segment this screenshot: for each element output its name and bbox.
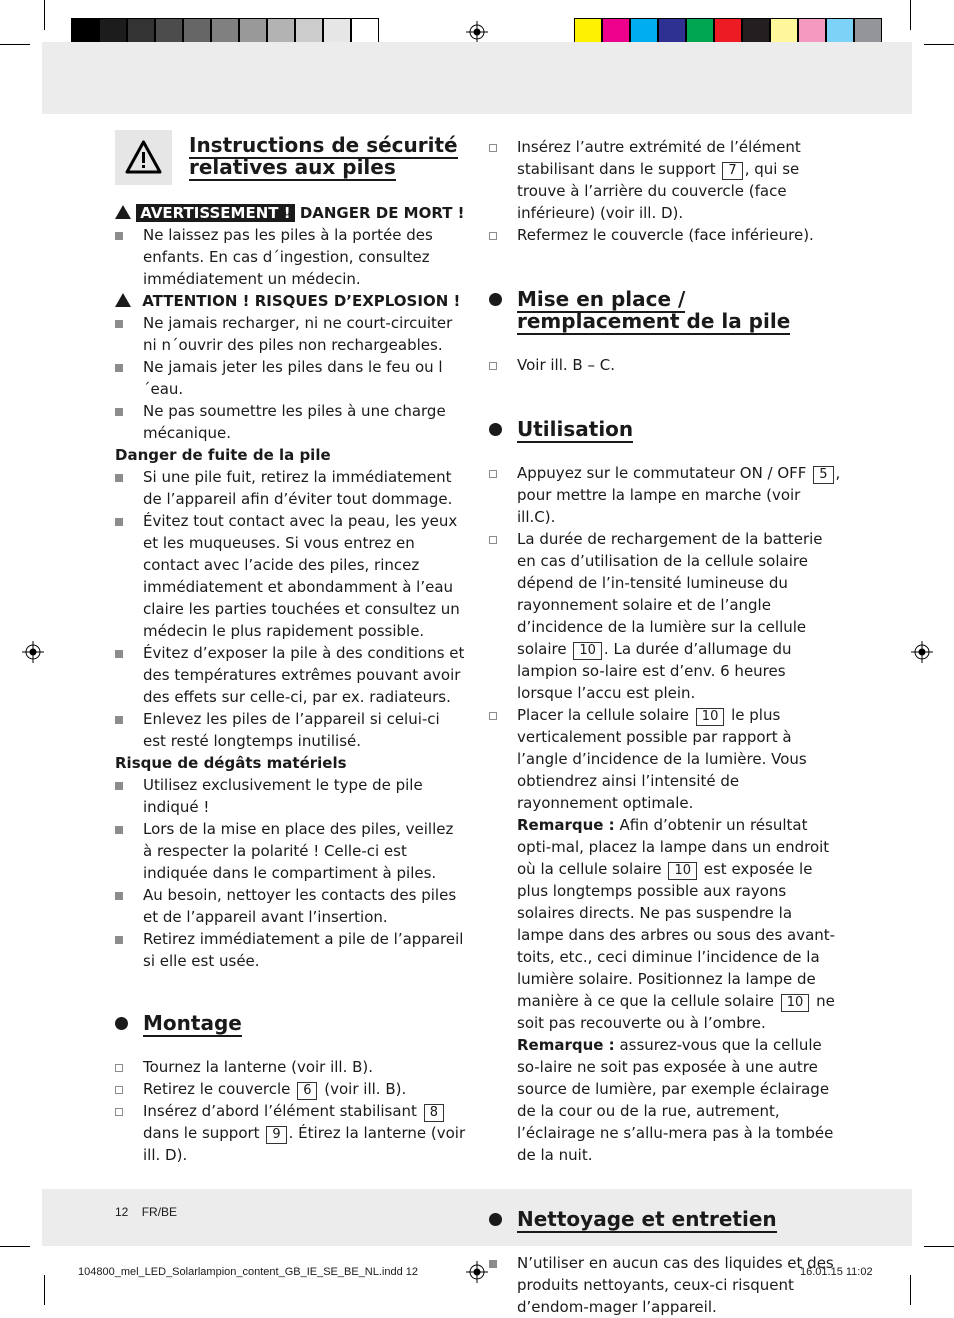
registration-mark-icon xyxy=(22,641,44,663)
square-bullet-icon xyxy=(115,364,123,372)
print-date: 16.01.15 11:02 xyxy=(800,1266,873,1278)
square-bullet-icon xyxy=(115,936,123,944)
list-item: Évitez tout contact avec la peau, les yeux et les muqueuses. Si vous entrez en contact avec l’acide des piles, rincez immédiatement et abondamment à l’eau claire les parties touchées et consultez un médecin le plus rapidement possible. xyxy=(115,510,467,642)
attention-line: ATTENTION ! RISQUES D’EXPLOSION ! xyxy=(115,290,467,312)
bullet-icon xyxy=(489,1213,502,1226)
square-bullet-icon xyxy=(115,716,123,724)
list-item: Insérez d’abord l’élément stabilisant 8 dans le support 9 . Étirez la lanterne (voir ill. D). xyxy=(115,1100,467,1166)
square-bullet-icon xyxy=(115,518,123,526)
bullet-icon xyxy=(489,423,502,436)
section-montage: Montage xyxy=(115,1012,467,1034)
warning-line: AVERTISSEMENT ! DANGER DE MORT ! xyxy=(115,202,467,224)
square-bullet-icon xyxy=(115,320,123,328)
bullet-icon xyxy=(115,1017,128,1030)
square-bullet-icon xyxy=(115,892,123,900)
list-item: Ne pas soumettre les piles à une charge mécanique. xyxy=(115,400,467,444)
registration-mark-icon xyxy=(466,1261,488,1283)
list-item: Enlevez les piles de l’appareil si celui-ci est resté longtemps inutilisé. xyxy=(115,708,467,752)
header-band xyxy=(42,42,912,114)
list-item: Ne laissez pas les piles à la portée des enfants. En cas d´ingestion, consultez immédiatement un médecin. xyxy=(115,224,467,290)
crop-mark xyxy=(44,0,45,30)
square-bullet-icon xyxy=(115,232,123,240)
crop-mark xyxy=(44,1275,45,1305)
list-item: N’utiliser en aucun cas des liquides et des produits nettoyants, ceux-ci risquent d’endom-mager l’appareil. xyxy=(489,1252,841,1318)
section-cleaning: Nettoyage et entretien xyxy=(489,1208,841,1230)
list-item: Lors de la mise en place des piles, veillez à respecter la polarité ! Celle-ci est indiquée dans le compartiment à piles. xyxy=(115,818,467,884)
bullet-icon xyxy=(489,293,502,306)
list-item: Utilisez exclusivement le type de pile indiqué ! xyxy=(115,774,467,818)
list-item: Appuyez sur le commutateur ON / OFF 5 , pour mettre la lampe en marche (voir ill.C). xyxy=(489,462,841,528)
square-bullet-icon xyxy=(115,408,123,416)
warning-label: AVERTISSEMENT ! xyxy=(136,204,294,222)
left-column xyxy=(115,130,467,1166)
registration-mark-icon xyxy=(911,641,933,663)
explosion-icon xyxy=(115,293,131,307)
damage-heading: Risque de dégâts matériels xyxy=(115,754,347,772)
list-item: Au besoin, nettoyer les contacts des piles et de l’appareil avant l’insertion. xyxy=(115,884,467,928)
square-bullet-icon xyxy=(115,474,123,482)
list-item: Retirez immédiatement a pile de l’appareil si elle est usée. xyxy=(115,928,467,972)
list-item: Voir ill. B – C. xyxy=(489,354,841,376)
crop-mark xyxy=(924,44,954,45)
crop-mark xyxy=(910,1275,911,1305)
page-title: Instructions de sécurité relatives aux piles xyxy=(189,133,458,179)
crop-mark xyxy=(0,1246,30,1247)
list-item: Placer la cellule solaire 10 le plus verticalement possible par rapport à l’angle d’incidence de la lumière. Vous obtiendrez ainsi l’intensité de rayonnement optimale. Remarque : Afin d’obtenir un résultat opti-mal, placez la lampe dans un endroit où la cellule solaire 10 est exposée le plus longtemps possible aux rayons solaires directs. Ne pas suspendre la lampe dans des arbres ou sous des avant-toits, etc., ceci diminue l’incidence de la lumière solaire. Positionnez la lampe de manière à ce que la cellule solaire 10 ne soit pas recouverte ou à l’ombre. Remarque : assurez-vous que la cellule so-laire ne soit pas exposée à une autre source de lumière, par exemple éclairage de la cour ou de la rue, autrement, l’éclairage ne s’allu-mera pas à la tombée de la nuit. xyxy=(489,704,841,1166)
square-bullet-icon xyxy=(115,650,123,658)
file-slug: 104800_mel_LED_Solarlampion_content_GB_IE_SE_BE_NL.indd 12 xyxy=(78,1266,419,1278)
warning-box xyxy=(115,130,172,185)
page-number: 12 FR/BE xyxy=(115,1205,178,1219)
crop-mark xyxy=(910,0,911,30)
crop-mark xyxy=(924,1246,954,1247)
section-usage: Utilisation xyxy=(489,418,841,440)
warning-icon xyxy=(115,205,131,219)
square-bullet-icon xyxy=(115,826,123,834)
square-bullet-icon xyxy=(115,782,123,790)
list-item: Insérez l’autre extrémité de l’élément stabilisant dans le support 7 , qui se trouve à l’arrière du couvercle (face inférieure) (voir ill. D). xyxy=(489,136,841,224)
section-battery: Mise en place / remplacement de la pile xyxy=(489,288,841,332)
list-item: Retirez le couvercle 6 (voir ill. B). xyxy=(115,1078,467,1100)
list-item: Si une pile fuit, retirez la immédiatement de l’appareil afin d’éviter tout dommage. xyxy=(115,466,467,510)
warning-triangle-icon xyxy=(115,130,172,185)
list-item: Ne jamais jeter les piles dans le feu ou l´eau. xyxy=(115,356,467,400)
list-item: Tournez la lanterne (voir ill. B). xyxy=(115,1056,467,1078)
registration-mark-icon xyxy=(466,21,488,43)
right-column xyxy=(489,136,841,1318)
list-item: Ne jamais recharger, ni ne court-circuiter ni n´ouvrir des piles non rechargeables. xyxy=(115,312,467,356)
crop-mark xyxy=(0,44,30,45)
list-item: Refermez le couvercle (face inférieure). xyxy=(489,224,841,246)
list-item: Évitez d’exposer la pile à des conditions et des températures extrêmes pouvant avoir des effets sur celle-ci, par ex. radiateurs. xyxy=(115,642,467,708)
leak-heading: Danger de fuite de la pile xyxy=(115,446,331,464)
list-item: La durée de rechargement de la batterie en cas d’utilisation de la cellule solaire dépend de l’in-tensité lumineuse du rayonnement solaire et de l’angle d’incidence de la lumière sur la cellule solaire 10 . La durée d’allumage du lampion so-laire est d’env. 6 heures lorsque l’accu est plein. xyxy=(489,528,841,704)
